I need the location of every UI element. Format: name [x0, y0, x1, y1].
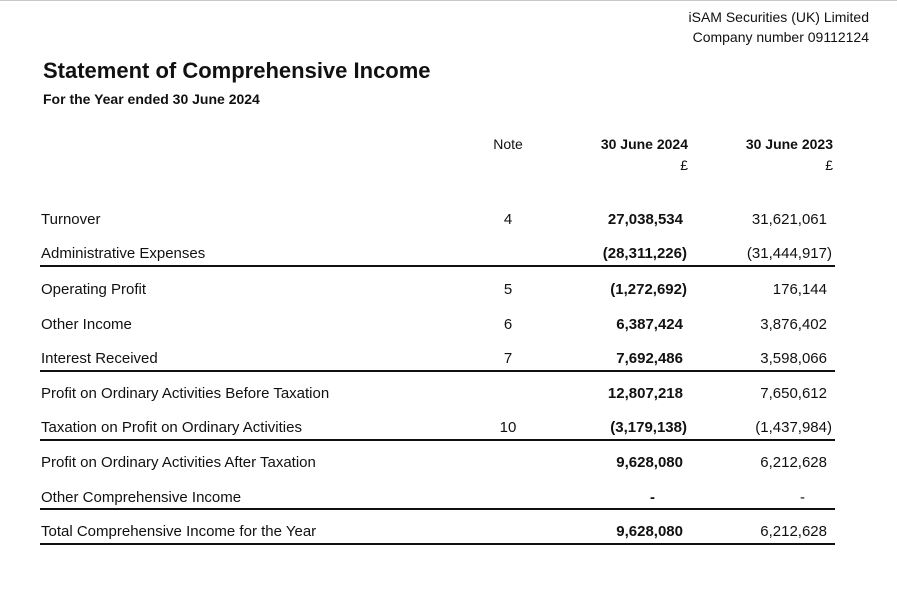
row-label: Operating Profit — [41, 281, 147, 298]
table-row — [0, 313, 897, 337]
current-year-currency: £ — [680, 157, 688, 173]
table-row — [0, 242, 897, 266]
row-note: 4 — [503, 211, 513, 228]
row-prior-value: 31,621,061 — [751, 211, 827, 228]
row-label: Other Comprehensive Income — [41, 489, 242, 506]
row-prior-value: - — [800, 489, 805, 506]
prior-year-column-header: 30 June 2023 — [745, 136, 833, 152]
current-year-column-header: 30 June 2024 — [600, 136, 688, 152]
row-label: Total Comprehensive Income for the Year — [41, 523, 317, 540]
row-prior-value: (1,437,984) — [755, 419, 832, 436]
total-rule — [40, 543, 835, 545]
row-label: Other Income — [41, 316, 132, 333]
statement-subtitle: For the Year ended 30 June 2024 — [43, 91, 260, 107]
row-current-value: (1,272,692) — [610, 281, 687, 298]
subtotal-rule — [40, 370, 835, 372]
table-row — [0, 520, 897, 544]
subtotal-rule — [40, 439, 835, 441]
row-prior-value: 6,212,628 — [760, 523, 827, 540]
row-note: 7 — [503, 350, 513, 367]
row-prior-value: (31,444,917) — [746, 245, 832, 262]
row-prior-value: 6,212,628 — [760, 454, 827, 471]
row-current-value: 9,628,080 — [616, 523, 683, 540]
row-prior-value: 7,650,612 — [760, 385, 827, 402]
subtotal-rule — [40, 508, 835, 510]
row-current-value: (28,311,226) — [602, 245, 687, 262]
table-row — [0, 208, 897, 232]
row-current-value: (3,179,138) — [610, 419, 687, 436]
row-current-value: 12,807,218 — [607, 385, 683, 402]
row-label: Taxation on Profit on Ordinary Activities — [41, 419, 302, 436]
note-column-header: Note — [493, 136, 523, 152]
company-name: iSAM Securities (UK) Limited — [688, 9, 869, 25]
table-row — [0, 278, 897, 302]
company-number: Company number 09112124 — [692, 29, 869, 45]
company-header — [689, 7, 870, 47]
row-label: Profit on Ordinary Activities After Taxation — [41, 454, 316, 471]
row-label: Turnover — [41, 211, 101, 228]
row-label: Profit on Ordinary Activities Before Taxation — [41, 385, 330, 402]
row-prior-value: 176,144 — [772, 281, 827, 298]
row-current-value: 27,038,534 — [607, 211, 683, 228]
statement-title: Statement of Comprehensive Income — [43, 58, 431, 83]
row-current-value: 9,628,080 — [616, 454, 683, 471]
row-current-value: - — [650, 489, 655, 506]
prior-year-currency: £ — [825, 157, 833, 173]
top-divider — [0, 0, 897, 1]
table-row — [0, 416, 897, 440]
row-note: 10 — [499, 419, 517, 436]
row-label: Interest Received — [41, 350, 158, 367]
row-label: Administrative Expenses — [41, 245, 206, 262]
table-row — [0, 486, 897, 510]
table-row — [0, 347, 897, 371]
row-prior-value: 3,598,066 — [760, 350, 827, 367]
row-note: 6 — [503, 316, 513, 333]
row-prior-value: 3,876,402 — [760, 316, 827, 333]
table-row — [0, 382, 897, 406]
table-row — [0, 451, 897, 475]
row-current-value: 7,692,486 — [616, 350, 683, 367]
row-note: 5 — [503, 281, 513, 298]
subtotal-rule — [40, 265, 835, 267]
row-current-value: 6,387,424 — [616, 316, 683, 333]
